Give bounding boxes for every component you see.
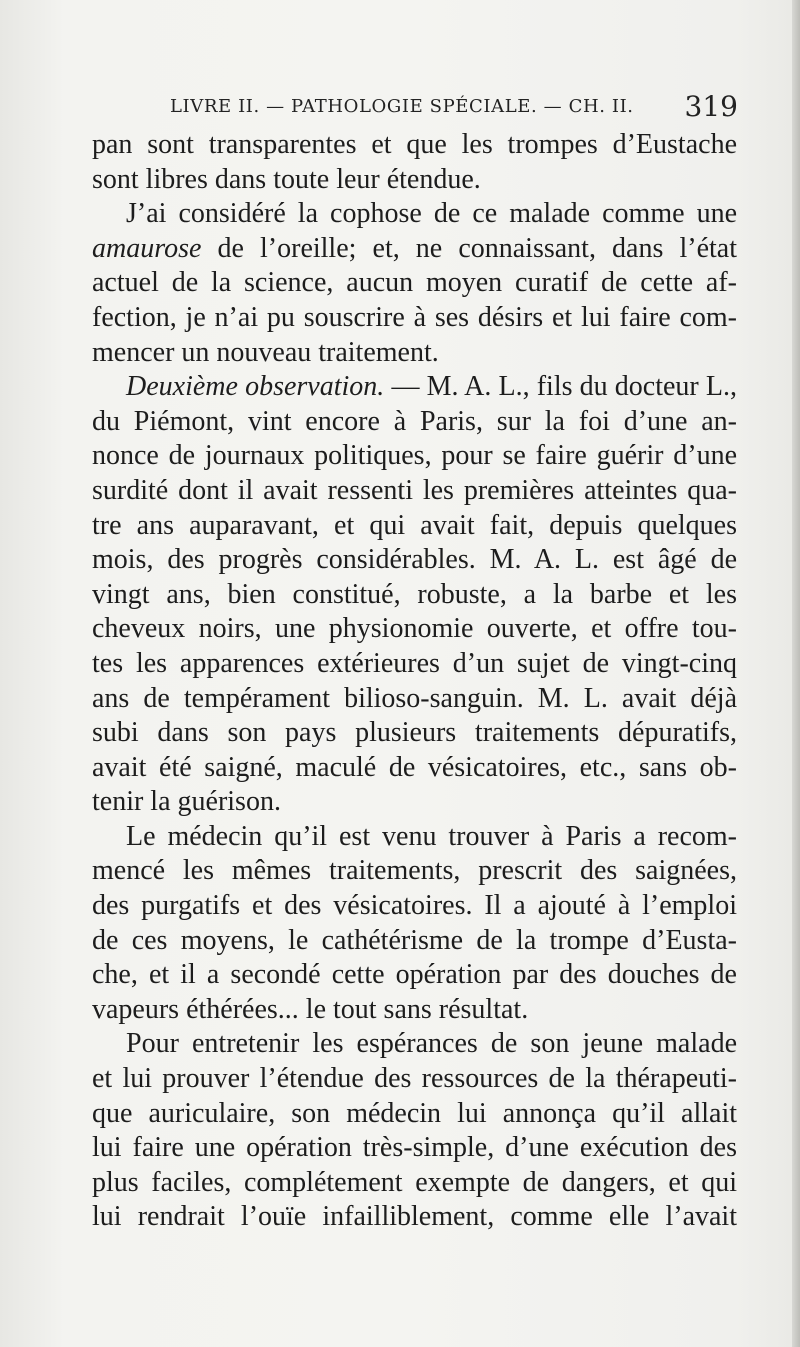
text-fragment: de l’oreille; et, ne connaissant, dans l’état — [217, 232, 737, 264]
text-line: de ces moyens, le cathétérisme de la trompe d’Eusta- — [92, 924, 737, 956]
page-edge — [792, 0, 800, 1347]
text-line: ans de tempérament bilioso-sanguin. M. L. avait déjà — [92, 682, 737, 714]
text-line: nonce de journaux politiques, pour se faire guérir d’une — [92, 440, 737, 472]
text-line: vapeurs éthérées... le tout sans résultat. — [92, 993, 529, 1025]
text-line: actuel de la science, aucun moyen curatif de cette af- — [92, 267, 737, 299]
text-line: mencé les mêmes traitements, prescrit des saignées, — [92, 855, 737, 887]
text-line: plus faciles, complétement exempte de dangers, et qui — [92, 1166, 737, 1198]
text-line: tenir la guérison. — [92, 786, 281, 818]
text-line: tre ans auparavant, et qui avait fait, depuis quelques — [92, 509, 737, 541]
text-line: du Piémont, vint encore à Paris, sur la foi d’une an- — [92, 405, 737, 437]
text-line: lui rendrait l’ouïe infailliblement, comme elle l’avait — [92, 1201, 737, 1233]
text-line-with-italic — [92, 370, 737, 405]
text-line: Pour entretenir les espérances de son jeune malade — [126, 1028, 737, 1060]
text-line: tes les apparences extérieures d’un sujet de vingt-cinq — [92, 647, 737, 679]
text-line: subi dans son pays plusieurs traitements dépuratifs, — [92, 717, 737, 749]
text-line: et lui prouver l’étendue des ressources de la thérapeuti- — [92, 1063, 737, 1095]
text-line: avait été saigné, maculé de vésicatoires, etc., sans ob- — [92, 751, 737, 783]
running-header — [170, 90, 738, 124]
text-line: Le médecin qu’il est venu trouver à Paris a recom- — [126, 820, 737, 852]
text-line: mencer un nouveau traitement. — [92, 336, 439, 368]
page-number: 319 — [684, 90, 738, 123]
observation-heading: Deuxième observation. — [126, 371, 385, 403]
text-line: che, et il a secondé cette opération par des douches de — [92, 959, 737, 991]
text-line: mois, des progrès considérables. M. A. L. est âgé de — [92, 544, 737, 576]
text-line: surdité dont il avait ressenti les premières atteintes qua- — [92, 474, 737, 506]
text-line: vingt ans, bien constitué, robuste, a la barbe et les — [92, 578, 737, 610]
text-line: des purgatifs et des vésicatoires. Il a ajouté à l’emploi — [92, 890, 737, 922]
text-line: cheveux noirs, une physionomie ouverte, et offre tou- — [92, 613, 737, 645]
text-line: fection, je n’ai pu souscrire à ses désirs et lui faire com- — [92, 301, 737, 333]
text-line: lui faire une opération très-simple, d’une exécution des — [92, 1132, 737, 1164]
text-line: J’ai considéré la cophose de ce malade comme une — [126, 198, 737, 230]
body-text — [92, 128, 737, 1235]
text-line: pan sont transparentes et que les trompes d’Eustache — [92, 129, 737, 160]
text-line-with-italic — [92, 232, 737, 267]
italic-term: amaurose — [92, 232, 202, 264]
text-line: que auriculaire, son médecin lui annonça qu’il allait — [92, 1097, 737, 1129]
running-head: LIVRE II. — PATHOLOGIE SPÉCIALE. — CH. II. — [170, 96, 634, 117]
text-line: sont libres dans toute leur étendue. — [92, 163, 481, 195]
text-fragment: — M. A. L., fils du docteur L., — [391, 371, 738, 403]
